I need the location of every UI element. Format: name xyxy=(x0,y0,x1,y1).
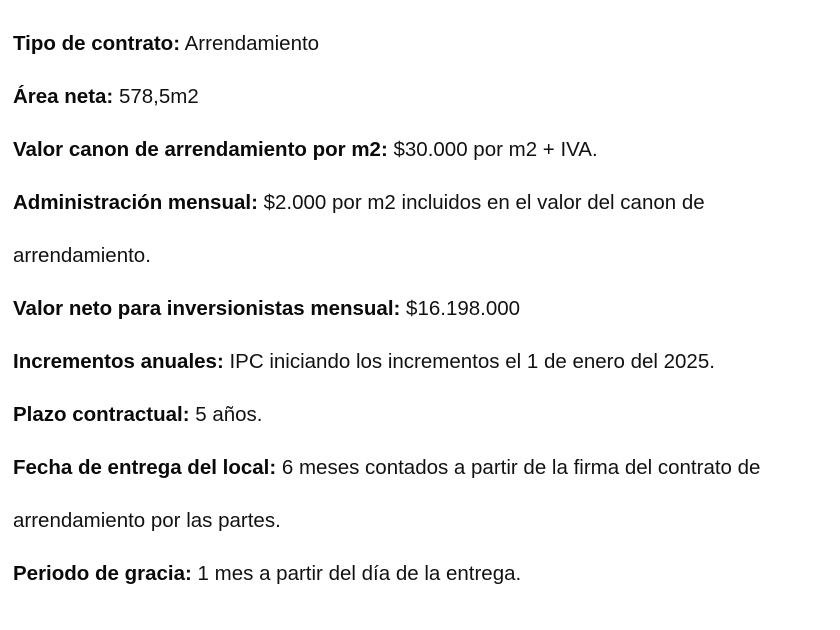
net-area-value: 578,5m2 xyxy=(113,85,199,108)
contract-term-line xyxy=(13,388,835,441)
delivery-date-label: Fecha de entrega del local: xyxy=(13,456,277,479)
grace-period-label: Periodo de gracia: xyxy=(13,562,192,585)
monthly-administration-label: Administración mensual: xyxy=(13,191,258,214)
contract-term-label: Plazo contractual: xyxy=(13,403,190,426)
monthly-administration-value: $2.000 por m2 incluidos en el valor del canon de arrendamiento. xyxy=(13,191,705,267)
contract-details-document xyxy=(13,0,835,600)
net-investor-value-label: Valor neto para inversionistas mensual: xyxy=(13,297,401,320)
annual-increments-label: Incrementos anuales: xyxy=(13,350,224,373)
annual-increments-value: IPC iniciando los incrementos el 1 de enero del 2025. xyxy=(223,350,715,373)
net-investor-value-value: $16.198.000 xyxy=(400,297,521,320)
rent-per-m2-value: $30.000 por m2 + IVA. xyxy=(387,138,598,161)
delivery-date-value: 6 meses contados a partir de la firma del contrato de arrendamiento por las partes. xyxy=(13,456,761,532)
rent-per-m2-label: Valor canon de arrendamiento por m2: xyxy=(13,138,388,161)
contract-type-line xyxy=(13,17,835,70)
contract-type-label: Tipo de contrato: xyxy=(13,32,181,55)
contract-term-value: 5 años. xyxy=(189,403,263,426)
delivery-date-line xyxy=(13,441,835,547)
rent-per-m2-line xyxy=(13,123,835,176)
net-area-label: Área neta: xyxy=(13,85,114,108)
net-investor-value-line xyxy=(13,282,835,335)
contract-type-value: Arrendamiento xyxy=(180,32,320,55)
grace-period-value: 1 mes a partir del día de la entrega. xyxy=(191,562,522,585)
annual-increments-line xyxy=(13,335,835,388)
grace-period-line xyxy=(13,547,835,600)
net-area-line xyxy=(13,70,835,123)
monthly-administration-line xyxy=(13,176,835,282)
